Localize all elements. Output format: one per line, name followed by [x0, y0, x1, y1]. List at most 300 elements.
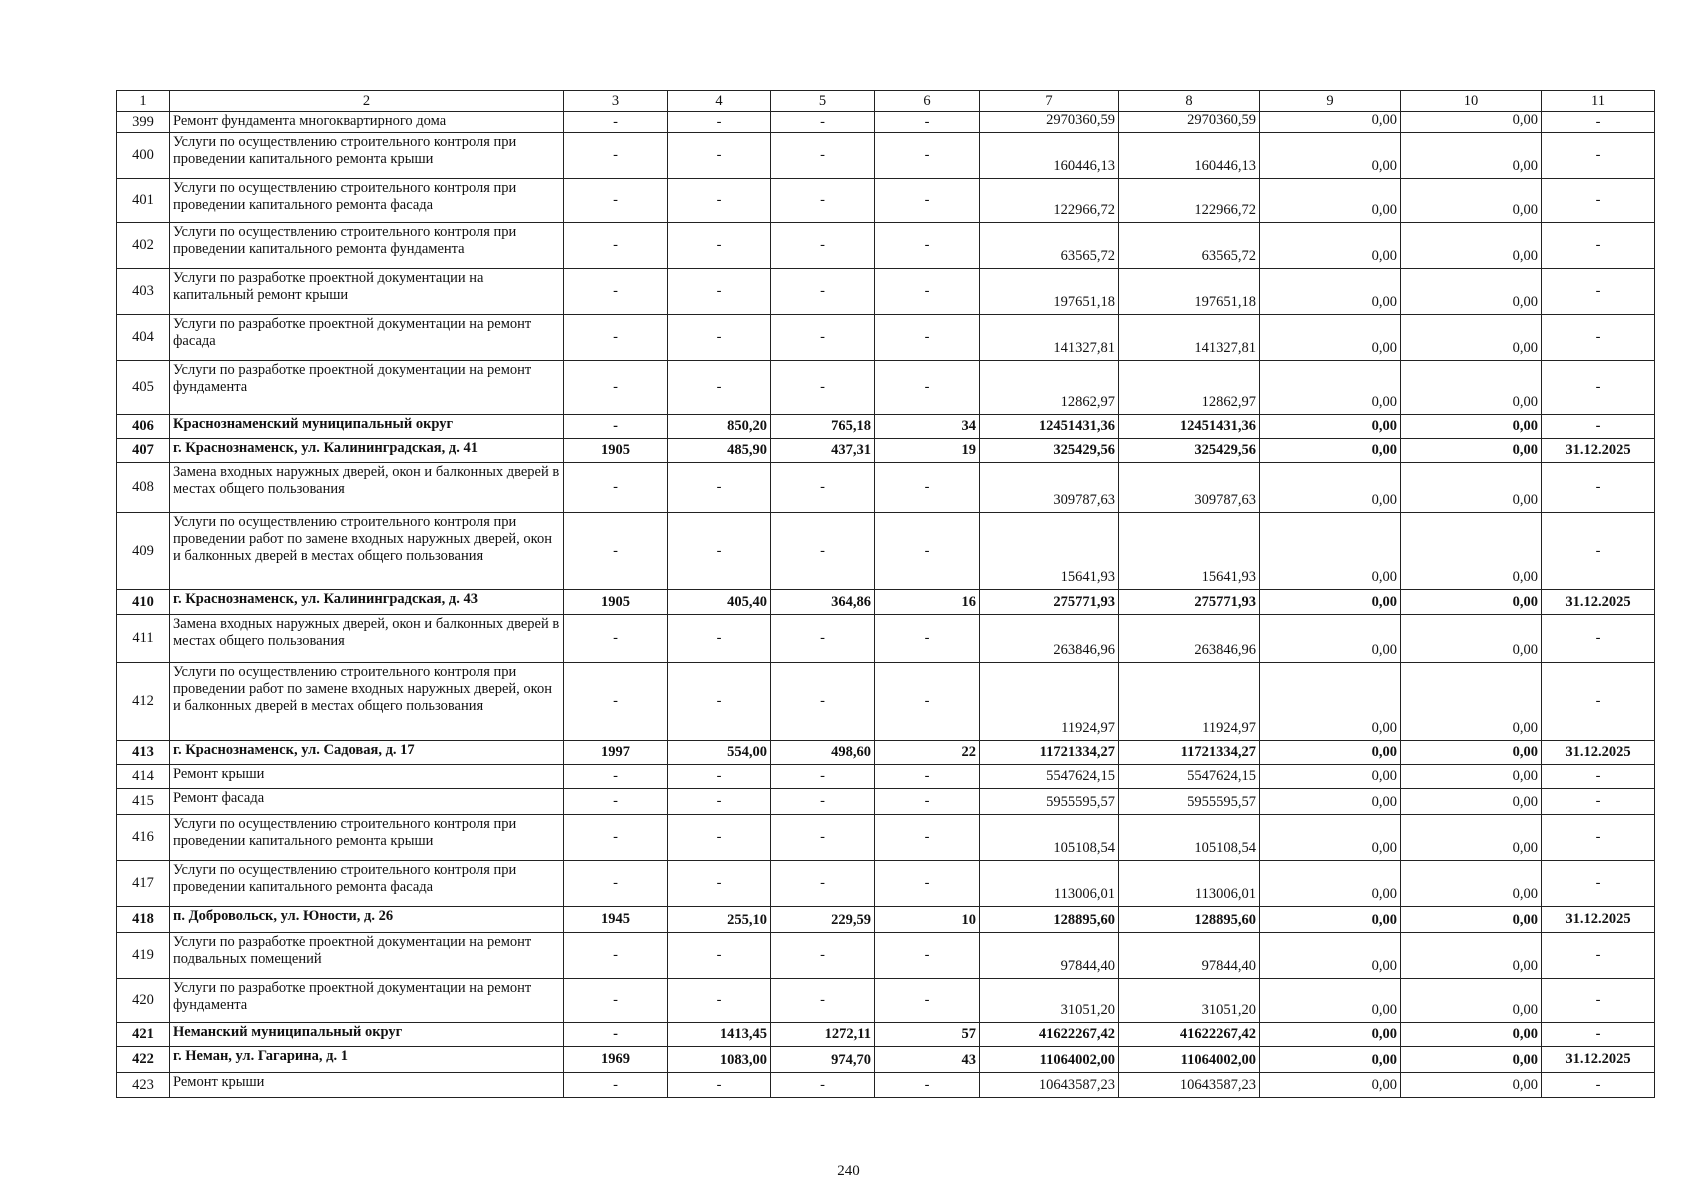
col-8-cell: 128895,60	[1119, 907, 1260, 933]
col-5-cell: 437,31	[771, 439, 875, 463]
col-3-cell: -	[564, 789, 668, 815]
header-cell: 2	[170, 91, 564, 112]
col-4-cell: -	[668, 615, 771, 663]
col-6-cell: 57	[875, 1023, 980, 1047]
col-4-cell: -	[668, 133, 771, 179]
item-name-cell: Услуги по осуществлению строительного контроля при проведении капитального ремонта фасада	[170, 179, 564, 223]
col-10-cell: 0,00	[1401, 1047, 1542, 1073]
col-8-cell: 263846,96	[1119, 615, 1260, 663]
table-row	[117, 223, 1655, 269]
col-6-cell: -	[875, 815, 980, 861]
item-name-cell: Услуги по осуществлению строительного контроля при проведении капитального ремонта крыши	[170, 815, 564, 861]
col-4-cell: 1413,45	[668, 1023, 771, 1047]
col-11-cell: -	[1542, 223, 1655, 269]
col-4-cell: -	[668, 513, 771, 590]
table-header-row	[117, 91, 1655, 112]
table-row	[117, 112, 1655, 133]
col-3-cell: 1905	[564, 439, 668, 463]
col-6-cell: 43	[875, 1047, 980, 1073]
col-7-cell: 263846,96	[980, 615, 1119, 663]
col-11-cell: -	[1542, 133, 1655, 179]
row-number-cell: 401	[117, 179, 170, 223]
col-4-cell: -	[668, 315, 771, 361]
col-9-cell: 0,00	[1260, 907, 1401, 933]
row-number-cell: 420	[117, 979, 170, 1023]
item-name-cell: Услуги по разработке проектной документации на капитальный ремонт крыши	[170, 269, 564, 315]
table-row	[117, 463, 1655, 513]
col-4-cell: 485,90	[668, 439, 771, 463]
col-4-cell: -	[668, 269, 771, 315]
col-11-cell: -	[1542, 979, 1655, 1023]
col-7-cell: 31051,20	[980, 979, 1119, 1023]
table-row	[117, 513, 1655, 590]
col-10-cell: 0,00	[1401, 361, 1542, 415]
col-5-cell: -	[771, 463, 875, 513]
col-3-cell: -	[564, 663, 668, 741]
item-name-cell: Услуги по осуществлению строительного контроля при проведении капитального ремонта фасада	[170, 861, 564, 907]
table-body	[117, 91, 1655, 1098]
col-9-cell: 0,00	[1260, 133, 1401, 179]
col-11-cell: 31.12.2025	[1542, 1047, 1655, 1073]
col-7-cell: 12451431,36	[980, 415, 1119, 439]
header-cell: 5	[771, 91, 875, 112]
col-6-cell: 22	[875, 741, 980, 765]
col-8-cell: 197651,18	[1119, 269, 1260, 315]
col-10-cell: 0,00	[1401, 315, 1542, 361]
col-11-cell: 31.12.2025	[1542, 439, 1655, 463]
col-11-cell: -	[1542, 513, 1655, 590]
col-5-cell: -	[771, 615, 875, 663]
col-9-cell: 0,00	[1260, 112, 1401, 133]
col-5-cell: -	[771, 979, 875, 1023]
col-4-cell: -	[668, 112, 771, 133]
col-3-cell: -	[564, 861, 668, 907]
col-7-cell: 160446,13	[980, 133, 1119, 179]
col-3-cell: -	[564, 513, 668, 590]
col-4-cell: -	[668, 663, 771, 741]
col-3-cell: 1945	[564, 907, 668, 933]
col-10-cell: 0,00	[1401, 741, 1542, 765]
col-9-cell: 0,00	[1260, 223, 1401, 269]
col-10-cell: 0,00	[1401, 861, 1542, 907]
col-9-cell: 0,00	[1260, 179, 1401, 223]
col-3-cell: -	[564, 112, 668, 133]
col-3-cell: -	[564, 415, 668, 439]
col-5-cell: 765,18	[771, 415, 875, 439]
col-10-cell: 0,00	[1401, 1073, 1542, 1098]
col-5-cell: -	[771, 269, 875, 315]
col-10-cell: 0,00	[1401, 463, 1542, 513]
table-row	[117, 361, 1655, 415]
col-8-cell: 5547624,15	[1119, 765, 1260, 789]
table-row	[117, 133, 1655, 179]
col-9-cell: 0,00	[1260, 615, 1401, 663]
col-6-cell: -	[875, 765, 980, 789]
header-cell: 1	[117, 91, 170, 112]
col-4-cell: -	[668, 223, 771, 269]
col-7-cell: 12862,97	[980, 361, 1119, 415]
col-3-cell: 1905	[564, 590, 668, 615]
col-11-cell: -	[1542, 789, 1655, 815]
col-10-cell: 0,00	[1401, 615, 1542, 663]
col-8-cell: 2970360,59	[1119, 112, 1260, 133]
row-number-cell: 418	[117, 907, 170, 933]
row-number-cell: 407	[117, 439, 170, 463]
col-7-cell: 275771,93	[980, 590, 1119, 615]
col-5-cell: -	[771, 765, 875, 789]
header-cell: 9	[1260, 91, 1401, 112]
col-5-cell: -	[771, 789, 875, 815]
col-6-cell: 19	[875, 439, 980, 463]
col-3-cell: -	[564, 979, 668, 1023]
col-9-cell: 0,00	[1260, 269, 1401, 315]
col-11-cell: 31.12.2025	[1542, 590, 1655, 615]
col-7-cell: 10643587,23	[980, 1073, 1119, 1098]
row-number-cell: 405	[117, 361, 170, 415]
item-name-cell: г. Краснознаменск, ул. Калининградская, д. 43	[170, 590, 564, 615]
header-cell: 7	[980, 91, 1119, 112]
col-7-cell: 63565,72	[980, 223, 1119, 269]
row-number-cell: 423	[117, 1073, 170, 1098]
table-row	[117, 439, 1655, 463]
col-5-cell: 364,86	[771, 590, 875, 615]
col-4-cell: 554,00	[668, 741, 771, 765]
col-10-cell: 0,00	[1401, 907, 1542, 933]
col-4-cell: -	[668, 1073, 771, 1098]
col-8-cell: 12862,97	[1119, 361, 1260, 415]
table-row	[117, 415, 1655, 439]
col-4-cell: 405,40	[668, 590, 771, 615]
col-7-cell: 128895,60	[980, 907, 1119, 933]
col-5-cell: -	[771, 315, 875, 361]
col-6-cell: -	[875, 861, 980, 907]
col-9-cell: 0,00	[1260, 789, 1401, 815]
col-6-cell: -	[875, 1073, 980, 1098]
header-cell: 3	[564, 91, 668, 112]
row-number-cell: 415	[117, 789, 170, 815]
col-3-cell: -	[564, 269, 668, 315]
col-9-cell: 0,00	[1260, 1047, 1401, 1073]
col-8-cell: 41622267,42	[1119, 1023, 1260, 1047]
row-number-cell: 404	[117, 315, 170, 361]
table-row	[117, 815, 1655, 861]
table-row	[117, 765, 1655, 789]
col-6-cell: -	[875, 112, 980, 133]
col-10-cell: 0,00	[1401, 513, 1542, 590]
col-8-cell: 10643587,23	[1119, 1073, 1260, 1098]
col-4-cell: 1083,00	[668, 1047, 771, 1073]
col-9-cell: 0,00	[1260, 361, 1401, 415]
header-cell: 11	[1542, 91, 1655, 112]
capital-repair-table	[116, 90, 1655, 1098]
col-9-cell: 0,00	[1260, 513, 1401, 590]
col-11-cell: -	[1542, 1023, 1655, 1047]
col-7-cell: 5547624,15	[980, 765, 1119, 789]
col-4-cell: -	[668, 815, 771, 861]
table-row	[117, 907, 1655, 933]
col-4-cell: 850,20	[668, 415, 771, 439]
col-8-cell: 15641,93	[1119, 513, 1260, 590]
table-row	[117, 1073, 1655, 1098]
col-8-cell: 31051,20	[1119, 979, 1260, 1023]
table-row	[117, 1023, 1655, 1047]
col-10-cell: 0,00	[1401, 415, 1542, 439]
col-10-cell: 0,00	[1401, 269, 1542, 315]
col-9-cell: 0,00	[1260, 815, 1401, 861]
col-11-cell: -	[1542, 415, 1655, 439]
col-11-cell: -	[1542, 663, 1655, 741]
col-8-cell: 5955595,57	[1119, 789, 1260, 815]
col-10-cell: 0,00	[1401, 979, 1542, 1023]
col-6-cell: -	[875, 979, 980, 1023]
header-cell: 6	[875, 91, 980, 112]
col-8-cell: 105108,54	[1119, 815, 1260, 861]
col-8-cell: 141327,81	[1119, 315, 1260, 361]
col-7-cell: 141327,81	[980, 315, 1119, 361]
col-9-cell: 0,00	[1260, 439, 1401, 463]
col-3-cell: -	[564, 765, 668, 789]
col-6-cell: -	[875, 361, 980, 415]
col-10-cell: 0,00	[1401, 765, 1542, 789]
col-8-cell: 275771,93	[1119, 590, 1260, 615]
col-10-cell: 0,00	[1401, 590, 1542, 615]
col-5-cell: -	[771, 223, 875, 269]
col-8-cell: 11064002,00	[1119, 1047, 1260, 1073]
table-row	[117, 179, 1655, 223]
row-number-cell: 402	[117, 223, 170, 269]
col-4-cell: -	[668, 361, 771, 415]
item-name-cell: Услуги по осуществлению строительного контроля при проведении работ по замене входных наружных дверей, окон и балконных дверей в местах общего пользования	[170, 513, 564, 590]
col-3-cell: -	[564, 615, 668, 663]
header-cell: 10	[1401, 91, 1542, 112]
col-5-cell: 229,59	[771, 907, 875, 933]
item-name-cell: г. Краснознаменск, ул. Калининградская, д. 41	[170, 439, 564, 463]
col-10-cell: 0,00	[1401, 933, 1542, 979]
col-3-cell: -	[564, 1073, 668, 1098]
col-11-cell: -	[1542, 933, 1655, 979]
col-8-cell: 63565,72	[1119, 223, 1260, 269]
col-5-cell: -	[771, 815, 875, 861]
col-9-cell: 0,00	[1260, 861, 1401, 907]
item-name-cell: Ремонт крыши	[170, 1073, 564, 1098]
col-7-cell: 5955595,57	[980, 789, 1119, 815]
col-4-cell: -	[668, 933, 771, 979]
col-11-cell: -	[1542, 1073, 1655, 1098]
col-9-cell: 0,00	[1260, 1023, 1401, 1047]
item-name-cell: Услуги по осуществлению строительного контроля при проведении капитального ремонта фундамента	[170, 223, 564, 269]
col-5-cell: -	[771, 133, 875, 179]
col-11-cell: 31.12.2025	[1542, 907, 1655, 933]
table-row	[117, 933, 1655, 979]
col-11-cell: -	[1542, 861, 1655, 907]
col-10-cell: 0,00	[1401, 112, 1542, 133]
row-number-cell: 417	[117, 861, 170, 907]
col-6-cell: -	[875, 663, 980, 741]
col-5-cell: -	[771, 663, 875, 741]
col-5-cell: 1272,11	[771, 1023, 875, 1047]
col-3-cell: -	[564, 463, 668, 513]
col-8-cell: 97844,40	[1119, 933, 1260, 979]
col-10-cell: 0,00	[1401, 815, 1542, 861]
col-8-cell: 309787,63	[1119, 463, 1260, 513]
col-6-cell: -	[875, 789, 980, 815]
col-6-cell: -	[875, 269, 980, 315]
col-11-cell: -	[1542, 179, 1655, 223]
row-number-cell: 412	[117, 663, 170, 741]
col-4-cell: -	[668, 789, 771, 815]
row-number-cell: 408	[117, 463, 170, 513]
col-5-cell: -	[771, 933, 875, 979]
col-5-cell: 498,60	[771, 741, 875, 765]
col-5-cell: -	[771, 361, 875, 415]
col-10-cell: 0,00	[1401, 179, 1542, 223]
col-6-cell: -	[875, 615, 980, 663]
col-10-cell: 0,00	[1401, 789, 1542, 815]
table-row	[117, 1047, 1655, 1073]
col-7-cell: 197651,18	[980, 269, 1119, 315]
table-row	[117, 741, 1655, 765]
col-7-cell: 325429,56	[980, 439, 1119, 463]
col-7-cell: 105108,54	[980, 815, 1119, 861]
col-9-cell: 0,00	[1260, 315, 1401, 361]
item-name-cell: Услуги по осуществлению строительного контроля при проведении капитального ремонта крыши	[170, 133, 564, 179]
row-number-cell: 422	[117, 1047, 170, 1073]
row-number-cell: 411	[117, 615, 170, 663]
col-8-cell: 11924,97	[1119, 663, 1260, 741]
col-4-cell: -	[668, 979, 771, 1023]
table-row	[117, 315, 1655, 361]
col-9-cell: 0,00	[1260, 979, 1401, 1023]
col-10-cell: 0,00	[1401, 1023, 1542, 1047]
col-6-cell: -	[875, 133, 980, 179]
col-9-cell: 0,00	[1260, 663, 1401, 741]
col-5-cell: -	[771, 112, 875, 133]
item-name-cell: Замена входных наружных дверей, окон и балконных дверей в местах общего пользования	[170, 615, 564, 663]
col-6-cell: 16	[875, 590, 980, 615]
table-row	[117, 979, 1655, 1023]
col-6-cell: -	[875, 179, 980, 223]
table-row	[117, 615, 1655, 663]
table-row	[117, 861, 1655, 907]
item-name-cell: п. Добровольск, ул. Юности, д. 26	[170, 907, 564, 933]
col-3-cell: -	[564, 133, 668, 179]
col-10-cell: 0,00	[1401, 223, 1542, 269]
col-7-cell: 15641,93	[980, 513, 1119, 590]
col-3-cell: 1969	[564, 1047, 668, 1073]
item-name-cell: г. Неман, ул. Гагарина, д. 1	[170, 1047, 564, 1073]
row-number-cell: 421	[117, 1023, 170, 1047]
col-6-cell: -	[875, 223, 980, 269]
col-10-cell: 0,00	[1401, 133, 1542, 179]
col-11-cell: -	[1542, 112, 1655, 133]
col-9-cell: 0,00	[1260, 765, 1401, 789]
col-3-cell: -	[564, 815, 668, 861]
col-7-cell: 97844,40	[980, 933, 1119, 979]
col-5-cell: -	[771, 513, 875, 590]
col-8-cell: 122966,72	[1119, 179, 1260, 223]
col-11-cell: -	[1542, 315, 1655, 361]
col-11-cell: -	[1542, 269, 1655, 315]
item-name-cell: Услуги по разработке проектной документации на ремонт фундамента	[170, 361, 564, 415]
col-11-cell: -	[1542, 765, 1655, 789]
row-number-cell: 414	[117, 765, 170, 789]
col-6-cell: 34	[875, 415, 980, 439]
col-4-cell: -	[668, 463, 771, 513]
col-4-cell: 255,10	[668, 907, 771, 933]
col-8-cell: 11721334,27	[1119, 741, 1260, 765]
item-name-cell: Услуги по разработке проектной документации на ремонт подвальных помещений	[170, 933, 564, 979]
item-name-cell: Неманский муниципальный округ	[170, 1023, 564, 1047]
col-9-cell: 0,00	[1260, 933, 1401, 979]
table-row	[117, 789, 1655, 815]
row-number-cell: 416	[117, 815, 170, 861]
item-name-cell: Краснознаменский муниципальный округ	[170, 415, 564, 439]
col-9-cell: 0,00	[1260, 1073, 1401, 1098]
table-row	[117, 269, 1655, 315]
col-9-cell: 0,00	[1260, 741, 1401, 765]
col-9-cell: 0,00	[1260, 463, 1401, 513]
col-11-cell: -	[1542, 615, 1655, 663]
col-11-cell: -	[1542, 815, 1655, 861]
row-number-cell: 413	[117, 741, 170, 765]
item-name-cell: г. Краснознаменск, ул. Садовая, д. 17	[170, 741, 564, 765]
row-number-cell: 403	[117, 269, 170, 315]
col-4-cell: -	[668, 765, 771, 789]
row-number-cell: 399	[117, 112, 170, 133]
col-3-cell: -	[564, 933, 668, 979]
col-7-cell: 11064002,00	[980, 1047, 1119, 1073]
col-6-cell: -	[875, 463, 980, 513]
col-10-cell: 0,00	[1401, 439, 1542, 463]
item-name-cell: Ремонт крыши	[170, 765, 564, 789]
col-3-cell: -	[564, 315, 668, 361]
col-6-cell: -	[875, 933, 980, 979]
col-11-cell: 31.12.2025	[1542, 741, 1655, 765]
header-cell: 8	[1119, 91, 1260, 112]
col-6-cell: -	[875, 513, 980, 590]
col-4-cell: -	[668, 861, 771, 907]
item-name-cell: Услуги по разработке проектной документации на ремонт фундамента	[170, 979, 564, 1023]
col-7-cell: 11721334,27	[980, 741, 1119, 765]
col-4-cell: -	[668, 179, 771, 223]
item-name-cell: Замена входных наружных дверей, окон и балконных дверей в местах общего пользования	[170, 463, 564, 513]
item-name-cell: Услуги по разработке проектной документации на ремонт фасада	[170, 315, 564, 361]
col-9-cell: 0,00	[1260, 415, 1401, 439]
col-7-cell: 122966,72	[980, 179, 1119, 223]
page-number: 240	[837, 1163, 860, 1179]
col-3-cell: -	[564, 1023, 668, 1047]
col-6-cell: -	[875, 315, 980, 361]
col-3-cell: 1997	[564, 741, 668, 765]
table-row	[117, 663, 1655, 741]
col-7-cell: 41622267,42	[980, 1023, 1119, 1047]
col-8-cell: 160446,13	[1119, 133, 1260, 179]
col-10-cell: 0,00	[1401, 663, 1542, 741]
col-7-cell: 11924,97	[980, 663, 1119, 741]
row-number-cell: 410	[117, 590, 170, 615]
col-3-cell: -	[564, 361, 668, 415]
col-11-cell: -	[1542, 463, 1655, 513]
col-3-cell: -	[564, 179, 668, 223]
col-7-cell: 2970360,59	[980, 112, 1119, 133]
col-9-cell: 0,00	[1260, 590, 1401, 615]
col-5-cell: 974,70	[771, 1047, 875, 1073]
col-5-cell: -	[771, 861, 875, 907]
col-8-cell: 113006,01	[1119, 861, 1260, 907]
col-7-cell: 113006,01	[980, 861, 1119, 907]
item-name-cell: Ремонт фундамента многоквартирного дома	[170, 112, 564, 133]
row-number-cell: 409	[117, 513, 170, 590]
